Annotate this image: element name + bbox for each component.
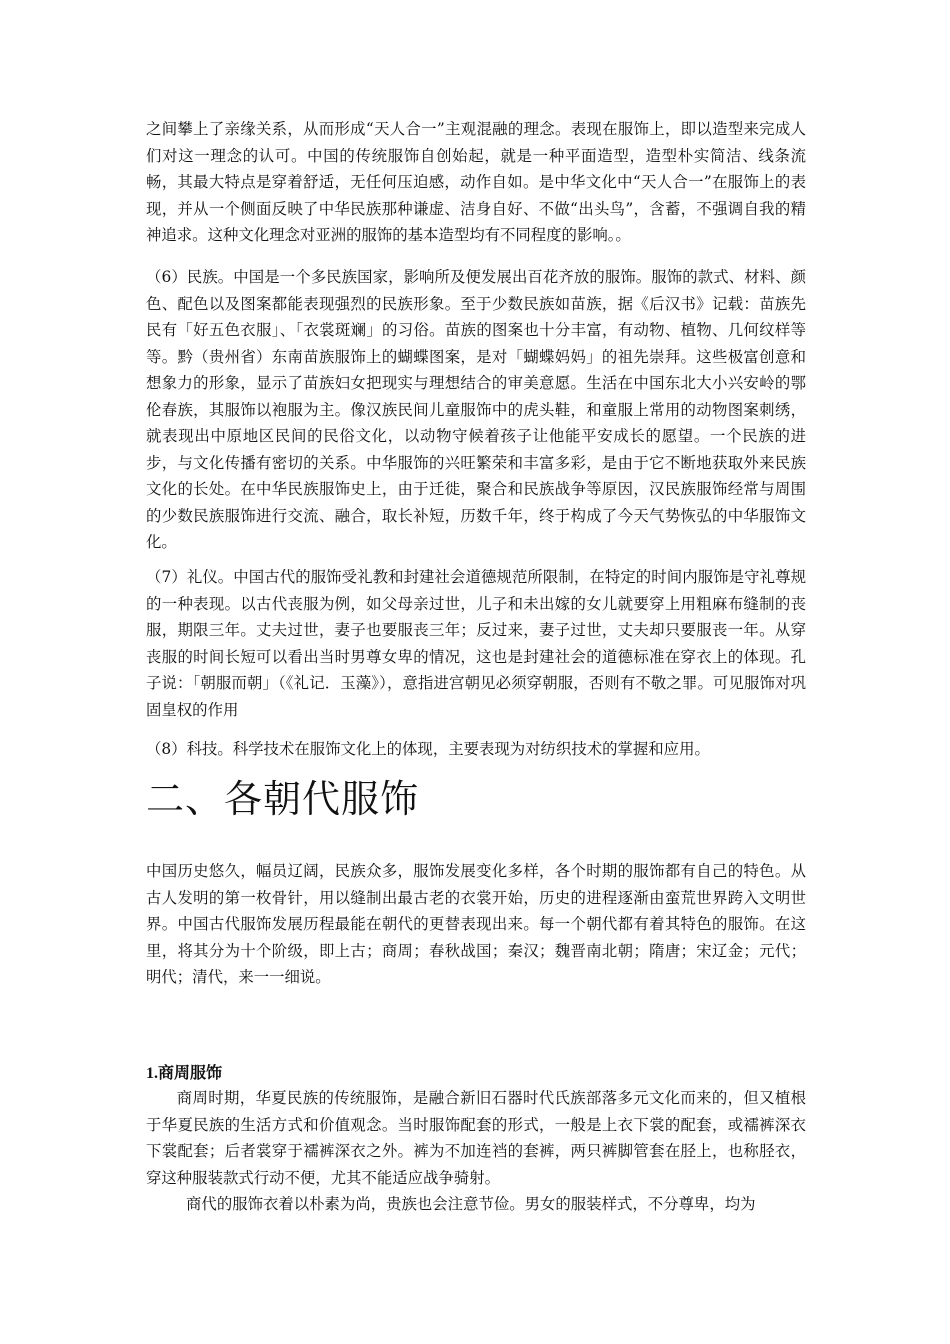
section-heading: 二、各朝代服饰 — [146, 777, 420, 821]
paragraph-technology: （8）科技。科学技术在服饰文化上的体现，主要表现为对纺织技术的掌握和应用。 — [146, 740, 710, 758]
paragraph-ethnic: （6）民族。中国是一个多民族国家，影响所及便发展出百花齐放的服饰。服饰的款式、材料、颜色、配色以及图案都能表现强烈的民族形象。至于少数民族如苗族，据《后汉书》记载：苗族先民有「好五色衣服」、「衣裳斑斓」的习俗。苗族的图案也十分丰富，有动物、植物、几何纹样等等。黔（贵州省）东南苗族服饰上的蝴蝶图案，是对「蝴蝶妈妈」的祖先崇拜。这些极富创意和想象力的形象，显示了苗族妇女把现实与理想结合的审美意愿。生活在中国东北大小兴安岭的鄂伦春族，其服饰以袍服为主。像汉族民间儿童服饰中的虎头鞋，和童服上常用的动物图案刺绣，就表现出中原地区民间的民俗文化，以动物守候着孩子让他能平安成长的愿望。一个民族的进步，与文化传播有密切的关系。中华服饰的兴旺繁荣和丰富多彩，是由于它不断地获取外来民族文化的长处。在中华民族服饰史上，由于迁徙，聚合和民族战争等原因，汉民族服饰经常与周围的少数民族服饰进行交流、融合，取长补短，历数千年，终于构成了今天气势恢弘的中华服饰文化。 — [146, 268, 806, 551]
paragraph-dynasties-intro: 中国历史悠久，幅员辽阔，民族众多，服饰发展变化多样，各个时期的服饰都有自己的特色。从古人发明的第一枚骨针，用以缝制出最古老的衣裳开始，历史的进程逐渐由蛮荒世界跨入文明世界。中国古代服饰发展历程最能在朝代的更替表现出来。每一个朝代都有着其特色的服饰。在这里，将其分为十个阶级，即上古；商周；春秋战国；秦汉；魏晋南北朝；隋唐；宋辽金；元代；明代；清代，来一一细说。 — [146, 862, 806, 986]
subsection-body — [146, 1085, 806, 1218]
paragraph-shang-zhou-2: 商代的服饰衣着以朴素为尚，贵族也会注意节俭。男女的服装样式，不分尊卑，均为 — [186, 1195, 756, 1213]
paragraph-etiquette: （7）礼仪。中国古代的服饰受礼教和封建社会道德规范所限制，在特定的时间内服饰是守礼尊规的一种表现。以古代丧服为例，如父母亲过世，儿子和未出嫁的女儿就要穿上用粗麻布缝制的丧服，期限三年。丈夫过世，妻子也要服丧三年；反过来，妻子过世，丈夫却只要服丧一年。从穿丧服的时间长短可以看出当时男尊女卑的情况，这也是封建社会的道德标准在穿衣上的体现。孔子说：「朝服而朝」（《礼记．玉藻》），意指进宫朝见必须穿朝服，否则有不敬之罪。可见服饰对巩固皇权的作用 — [146, 568, 806, 719]
paragraph-shang-zhou-1: 商周时期，华夏民族的传统服饰，是融合新旧石器时代氏族部落多元文化而来的，但又植根于华夏民族的生活方式和价值观念。当时服饰配套的形式，一般是上衣下裳的配套，或襦裤深衣下裳配套；后者裳穿于襦裤深衣之外。裤为不加连裆的套裤，两只裤脚管套在胫上，也称胫衣，穿这种服装款式行动不便，尤其不能适应战争骑射。 — [146, 1089, 806, 1187]
subsection-number: 1. — [146, 1065, 158, 1082]
paragraph-heaven-human-unity: 之间攀上了亲缘关系，从而形成“天人合一”主观混融的理念。表现在服饰上，即以造型来完成人们对这一理念的认可。中国的传统服饰自创始起，就是一种平面造型，造型朴实简洁、线条流畅，其最大特点是穿着舒适，无任何压迫感，动作自如。是中华文化中“天人合一”在服饰上的表现，并从一个侧面反映了中华民族那种谦虚、洁身自好、不做“出头鸟”，含蓄，不强调自我的精神追求。这种文化理念对亚洲的服饰的基本造型均有不同程度的影响。。 — [146, 120, 806, 244]
subsection-heading — [146, 1060, 806, 1087]
subsection-title: 商周服饰 — [158, 1063, 223, 1082]
